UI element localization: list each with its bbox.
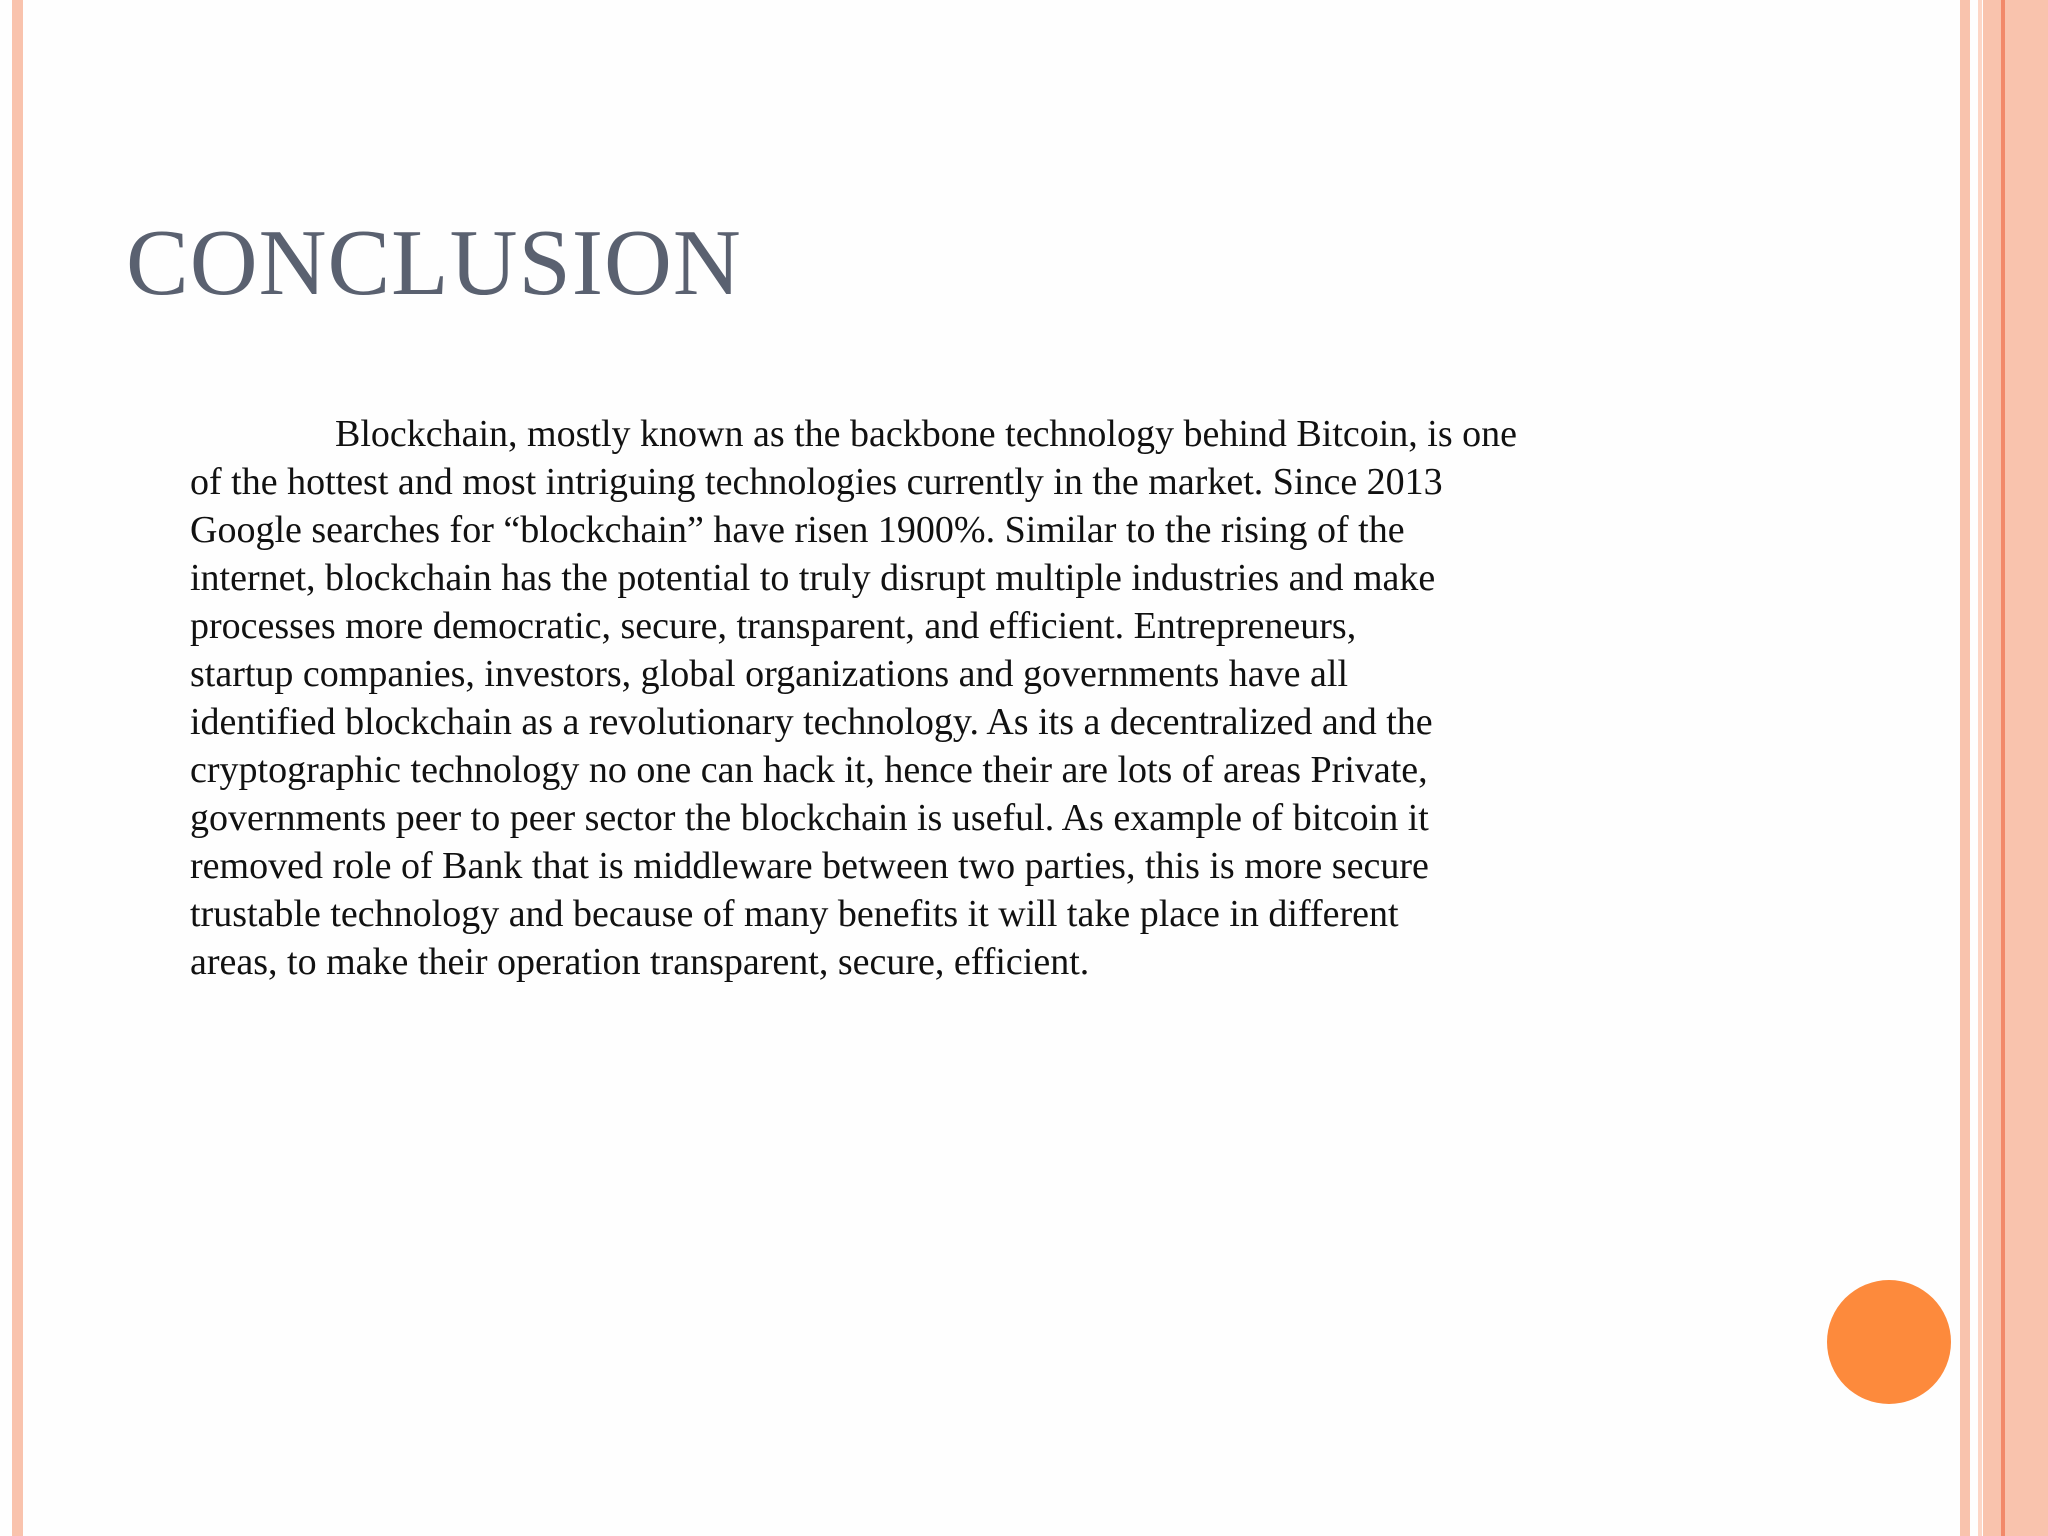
- paragraph-line: processes more democratic, secure, transparent, and efficient. Entrepreneurs,: [190, 605, 1357, 647]
- paragraph-line: identified blockchain as a revolutionary technology. As its a decentralized and the: [190, 701, 1433, 743]
- paragraph-line: startup companies, investors, global organizations and governments have all: [190, 653, 1349, 695]
- paragraph-line: of the hottest and most intriguing technologies currently in the market. Since 2013: [190, 461, 1443, 503]
- conclusion-paragraph: [190, 410, 1770, 986]
- paragraph-line: removed role of Bank that is middleware between two parties, this is more secure: [190, 845, 1429, 887]
- paragraph-line: Blockchain, mostly known as the backbone technology behind Bitcoin, is one: [335, 413, 1518, 455]
- paragraph-line: trustable technology and because of many benefits it will take place in different: [190, 893, 1399, 935]
- right-border-stripe: [1983, 0, 2001, 1536]
- paragraph-line: internet, blockchain has the potential to truly disrupt multiple industries and make: [190, 557, 1436, 599]
- paragraph-line: governments peer to peer sector the blockchain is useful. As example of bitcoin it: [190, 797, 1429, 839]
- left-border-stripe: [12, 0, 23, 1536]
- orange-circle-decoration: [1827, 1280, 1951, 1404]
- right-border-stripe: [2005, 0, 2048, 1536]
- slide-title: CONCLUSION: [126, 211, 742, 315]
- paragraph-line: Google searches for “blockchain” have risen 1900%. Similar to the rising of the: [190, 509, 1405, 551]
- paragraph-line: areas, to make their operation transparent, secure, efficient.: [190, 941, 1090, 983]
- right-border-stripe: [1960, 0, 1970, 1536]
- paragraph-line: cryptographic technology no one can hack it, hence their are lots of areas Private,: [190, 749, 1428, 791]
- right-border-stripe: [1978, 0, 1982, 1536]
